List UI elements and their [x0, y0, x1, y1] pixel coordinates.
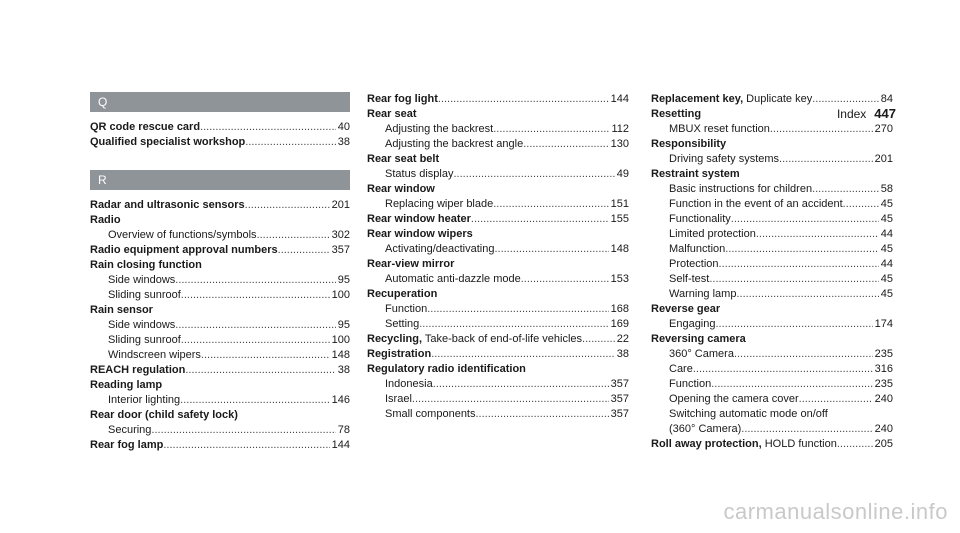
page-ref: 153 [610, 273, 629, 285]
dot-leader [812, 92, 879, 107]
page-number: 447 [874, 106, 896, 121]
entry-text [669, 122, 770, 137]
page-ref: 174 [874, 318, 893, 330]
entry-text [90, 120, 200, 135]
page-ref: 169 [610, 318, 629, 330]
page-ref: 205 [874, 438, 893, 450]
subentry-row [651, 212, 893, 227]
entry-row [90, 120, 350, 135]
page-ref: 44 [880, 258, 893, 270]
subentry-row [90, 273, 350, 288]
dot-leader [493, 197, 608, 212]
subentry-row [367, 197, 629, 212]
dot-leader [693, 362, 873, 377]
entry-heading: Restraint system [651, 168, 740, 180]
entry-text [385, 122, 493, 137]
dot-leader [431, 347, 615, 362]
subentry-text: Opening the camera cover [669, 393, 799, 405]
subentry-text: Self-test [669, 273, 710, 285]
entry-text [385, 392, 412, 407]
entry-row [651, 92, 893, 107]
dot-leader [438, 92, 609, 107]
subentry-text: Small components [385, 408, 476, 420]
dot-leader [736, 287, 878, 302]
dot-leader [521, 272, 609, 287]
index-entry-group [90, 213, 350, 243]
dot-leader [201, 348, 330, 363]
subentry-row [651, 392, 893, 407]
index-entry [367, 332, 629, 347]
page-ref: 38 [616, 348, 629, 360]
dot-leader [433, 377, 609, 392]
dot-leader [799, 392, 873, 407]
entry-text [385, 197, 493, 212]
dot-leader [181, 288, 330, 303]
entry-heading: Rear fog light [367, 93, 438, 105]
entry-heading: Rear-view mirror [367, 258, 455, 270]
subentry-row [651, 182, 893, 197]
index-entry [367, 92, 629, 107]
entry-heading: Radio equipment approval numbers [90, 244, 278, 256]
subentry-row [90, 348, 350, 363]
subentry-row [367, 377, 629, 392]
page-ref: 45 [880, 213, 893, 225]
page-ref: 146 [331, 394, 350, 406]
page-ref: 240 [874, 423, 893, 435]
dot-leader [731, 212, 879, 227]
page-ref: 302 [331, 229, 350, 241]
dot-leader [412, 392, 609, 407]
entry-detail: Duplicate key [743, 93, 813, 105]
entry-text [651, 437, 837, 452]
dot-leader [812, 182, 879, 197]
entry-row [90, 198, 350, 213]
entry-text [108, 318, 175, 333]
index-entry-group [651, 167, 893, 302]
dot-leader [163, 438, 329, 453]
page-ref: 357 [610, 408, 629, 420]
entry-text [108, 393, 180, 408]
subentry-row-continued [651, 422, 893, 437]
entry-heading: Rear seat [367, 108, 417, 120]
subentry-row [367, 242, 629, 257]
section-letter-r: R [90, 170, 350, 190]
entry-text [669, 197, 843, 212]
entry-row [367, 347, 629, 362]
entry-text [90, 243, 278, 258]
entry-text [385, 242, 494, 257]
entry-text [385, 377, 433, 392]
page-ref: 357 [610, 378, 629, 390]
entry-text [669, 227, 756, 242]
subentry-text: Israel [385, 393, 412, 405]
entry-text [385, 272, 521, 287]
subentry-text: Adjusting the backrest angle [385, 138, 524, 150]
entry-text [669, 392, 799, 407]
dot-leader [837, 437, 873, 452]
entry-text [90, 198, 245, 213]
dot-leader [278, 243, 330, 258]
page-ref: 38 [337, 136, 350, 148]
page-ref: 100 [331, 289, 350, 301]
subentry-text: Replacing wiper blade [385, 198, 494, 210]
page-ref: 148 [610, 243, 629, 255]
index-entry [90, 363, 350, 378]
dot-leader [756, 227, 879, 242]
page-ref: 130 [610, 138, 629, 150]
page-ref: 144 [331, 439, 350, 451]
entry-text [651, 92, 812, 107]
index-entry-group [367, 287, 629, 332]
subentry-text: Function [385, 303, 428, 315]
dot-leader [716, 317, 873, 332]
entry-text [108, 333, 181, 348]
subentry-text: Overview of functions/symbols [108, 229, 257, 241]
entry-heading: Reverse gear [651, 303, 721, 315]
header-label: Index [836, 107, 867, 121]
subentry-text: Securing [108, 424, 152, 436]
entry-row [90, 243, 350, 258]
subentry-text: Side windows [108, 274, 176, 286]
page-ref: 151 [610, 198, 629, 210]
index-entry [90, 120, 350, 135]
index-entry-group [90, 408, 350, 438]
subentry-row [367, 167, 629, 182]
subentry-text: Functionality [669, 213, 731, 225]
subentry-row [90, 228, 350, 243]
subentry-row [651, 197, 893, 212]
subentry-row [367, 272, 629, 287]
entry-heading: Roll away protection, [651, 438, 762, 450]
subentry-text: Indonesia [385, 378, 433, 390]
page-ref: 235 [874, 378, 893, 390]
dot-leader [151, 423, 335, 438]
dot-leader [245, 135, 335, 150]
dot-leader [523, 137, 608, 152]
entry-text [90, 438, 163, 453]
index-entry-group [651, 302, 893, 332]
entry-heading: Rain closing function [90, 259, 202, 271]
entry-text [108, 423, 151, 438]
page-ref: 100 [331, 334, 350, 346]
subentry-row [367, 317, 629, 332]
watermark: carmanualsonline.info [723, 499, 948, 524]
entry-heading: Rear window [367, 183, 435, 195]
page-ref: 112 [611, 123, 629, 135]
subentry-row [367, 137, 629, 152]
entry-heading: Responsibility [651, 138, 727, 150]
entry-text [669, 212, 731, 227]
page-ref: 49 [616, 168, 629, 180]
subentry-row [90, 318, 350, 333]
page-ref: 78 [337, 424, 350, 436]
entry-text [385, 317, 419, 332]
dot-leader [734, 347, 873, 362]
page-ref: 44 [880, 228, 893, 240]
dot-leader [419, 317, 608, 332]
entry-text [385, 407, 476, 422]
index-entry-group [90, 378, 350, 408]
dot-leader [185, 363, 335, 378]
dot-leader [175, 318, 335, 333]
subentry-row [651, 122, 893, 137]
dot-leader [200, 120, 336, 135]
entry-text [108, 273, 175, 288]
subentry-text: Engaging [669, 318, 716, 330]
index-entry [90, 135, 350, 150]
subentry-text: Function [669, 378, 712, 390]
dot-leader [711, 377, 872, 392]
entry-text [367, 92, 438, 107]
entry-text [385, 167, 453, 182]
dot-leader [582, 332, 615, 347]
dot-leader [741, 422, 872, 437]
entry-text [108, 228, 257, 243]
entry-detail: HOLD function [761, 438, 837, 450]
index-entry [90, 438, 350, 453]
subentry-text: Setting [385, 318, 420, 330]
entry-heading: REACH regulation [90, 364, 186, 376]
subentry-text: Windscreen wipers [108, 349, 201, 361]
page-ref: 144 [610, 93, 629, 105]
page-ref: 201 [331, 199, 350, 211]
index-entry-group [367, 107, 629, 152]
subentry-row [651, 227, 893, 242]
subentry-text: Malfunction [669, 243, 726, 255]
subentry-row [651, 272, 893, 287]
subentry-text: Driving safety systems [669, 153, 780, 165]
page-ref: 40 [337, 121, 350, 133]
entry-text [669, 257, 719, 272]
subentry-text: Interior lighting [108, 394, 181, 406]
entry-row [90, 438, 350, 453]
subentry-row [367, 407, 629, 422]
page-ref: 316 [874, 363, 893, 375]
subentry-text: Basic instructions for children [669, 183, 813, 195]
subentry-row [651, 347, 893, 362]
subentry-row [651, 317, 893, 332]
index-entry-group [367, 362, 629, 422]
subentry-row [367, 122, 629, 137]
entry-heading: Resetting [651, 108, 702, 120]
subentry-row [651, 287, 893, 302]
dot-leader [257, 228, 330, 243]
entry-heading: Radio [90, 214, 121, 226]
entry-text [669, 152, 779, 167]
index-column-2 [367, 92, 629, 422]
subentry-row [651, 377, 893, 392]
index-entry [651, 437, 893, 452]
subentry-text: Sliding sunroof [108, 289, 181, 301]
entry-text [108, 288, 181, 303]
page-ref: 95 [337, 274, 350, 286]
entry-text [669, 182, 812, 197]
entry-text [385, 302, 427, 317]
entry-heading: Qualified specialist workshop [90, 136, 246, 148]
subentry-row [651, 257, 893, 272]
entry-heading: Replacement key, [651, 93, 744, 105]
entry-row [90, 363, 350, 378]
index-entry [90, 243, 350, 258]
dot-leader [427, 302, 608, 317]
entry-heading: Rain sensor [90, 304, 153, 316]
index-entry-group [90, 258, 350, 303]
subentry-row [90, 393, 350, 408]
page-ref: 240 [874, 393, 893, 405]
dot-leader [494, 242, 608, 257]
entry-text [385, 137, 523, 152]
entry-heading: Reading lamp [90, 379, 163, 391]
entry-text [367, 332, 582, 347]
index-entry-group [651, 107, 893, 137]
dot-leader [471, 212, 609, 227]
subentry-text: 360° Camera [669, 348, 734, 360]
entry-heading: Rear seat belt [367, 153, 440, 165]
entry-text [90, 135, 245, 150]
entry-text [367, 347, 431, 362]
subentry-row [651, 242, 893, 257]
entry-heading: Reversing camera [651, 333, 746, 345]
subentry-text: Side windows [108, 319, 176, 331]
entry-text [669, 272, 709, 287]
dot-leader [493, 122, 609, 137]
page-ref: 84 [880, 93, 893, 105]
entry-text [367, 212, 471, 227]
subentry-text: Status display [385, 168, 454, 180]
page-ref: 201 [874, 153, 893, 165]
entry-text [669, 362, 693, 377]
dot-leader [175, 273, 335, 288]
subentry-row [651, 407, 893, 422]
subentry-text: Function in the event of an accident [669, 198, 843, 210]
page-ref: 357 [331, 244, 350, 256]
entry-heading: Rear window wipers [367, 228, 473, 240]
page-ref: 148 [331, 349, 350, 361]
subentry-text: Adjusting the backrest [385, 123, 494, 135]
dot-leader [843, 197, 879, 212]
subentry-text: Care [669, 363, 693, 375]
dot-leader [719, 257, 879, 272]
dot-leader [453, 167, 614, 182]
index-column-1 [90, 92, 350, 453]
subentry-row [90, 423, 350, 438]
dot-leader [181, 333, 330, 348]
page-ref: 45 [880, 243, 893, 255]
entry-row [90, 135, 350, 150]
subentry-row [367, 302, 629, 317]
subentry-text: Warning lamp [669, 288, 737, 300]
entry-detail: Take-back of end-of-life vehicles [422, 333, 583, 345]
subentry-text: Sliding sunroof [108, 334, 181, 346]
index-entry [367, 212, 629, 227]
entry-heading: Regulatory radio identification [367, 363, 526, 375]
subentry-text: Limited protection [669, 228, 756, 240]
page-ref: 357 [610, 393, 629, 405]
index-entry [367, 347, 629, 362]
index-entry-group [367, 182, 629, 212]
page-ref: 168 [610, 303, 629, 315]
page-ref: 155 [610, 213, 629, 225]
index-entry [90, 198, 350, 213]
entry-text [108, 348, 201, 363]
entry-text [669, 377, 711, 392]
dot-leader [725, 242, 878, 257]
entry-heading: Radar and ultrasonic sensors [90, 199, 245, 211]
subentry-text: Switching automatic mode on/off [669, 408, 828, 420]
subentry-row [651, 362, 893, 377]
entry-heading: Rear window heater [367, 213, 471, 225]
entry-text [669, 287, 736, 302]
subentry-row [367, 392, 629, 407]
dot-leader [245, 198, 330, 213]
page-ref: 270 [874, 123, 893, 135]
entry-row [367, 92, 629, 107]
page-ref: 95 [337, 319, 350, 331]
index-entry-group [90, 303, 350, 363]
index-entry-group [367, 152, 629, 182]
entry-row [367, 332, 629, 347]
page-ref: 45 [880, 288, 893, 300]
entry-text [669, 347, 734, 362]
subentry-text: Protection [669, 258, 719, 270]
entry-heading: Rear fog lamp [90, 439, 164, 451]
entry-heading: Recuperation [367, 288, 438, 300]
subentry-text: MBUX reset function [669, 123, 770, 135]
index-entry-group [651, 332, 893, 437]
dot-leader [770, 122, 873, 137]
page-ref: 58 [880, 183, 893, 195]
entry-heading: Rear door (child safety lock) [90, 409, 238, 421]
page-ref: 38 [337, 364, 350, 376]
section-letter-q: Q [90, 92, 350, 112]
entry-text [669, 242, 725, 257]
page-ref: 45 [880, 198, 893, 210]
entry-heading: Registration [367, 348, 432, 360]
entry-row [367, 212, 629, 227]
page-ref: 45 [880, 273, 893, 285]
page-ref: 235 [874, 348, 893, 360]
entry-text [669, 317, 716, 332]
subentry-text: (360° Camera) [669, 423, 742, 435]
entry-heading: QR code rescue card [90, 121, 201, 133]
dot-leader [180, 393, 329, 408]
index-entry-group [367, 227, 629, 257]
subentry-text: Automatic anti-dazzle mode [385, 273, 521, 285]
subentry-row [651, 152, 893, 167]
entry-text [90, 363, 185, 378]
entry-text [669, 422, 741, 437]
index-entry-group [367, 257, 629, 287]
subentry-row [90, 333, 350, 348]
subentry-row [90, 288, 350, 303]
index-entry-group [651, 137, 893, 167]
dot-leader [779, 152, 873, 167]
page-ref: 22 [616, 333, 629, 345]
dot-leader [709, 272, 878, 287]
index-entry [651, 92, 893, 107]
index-column-3 [651, 92, 893, 452]
entry-row [651, 437, 893, 452]
dot-leader [476, 407, 609, 422]
subentry-text: Activating/deactivating [385, 243, 495, 255]
entry-heading: Recycling, [367, 333, 423, 345]
